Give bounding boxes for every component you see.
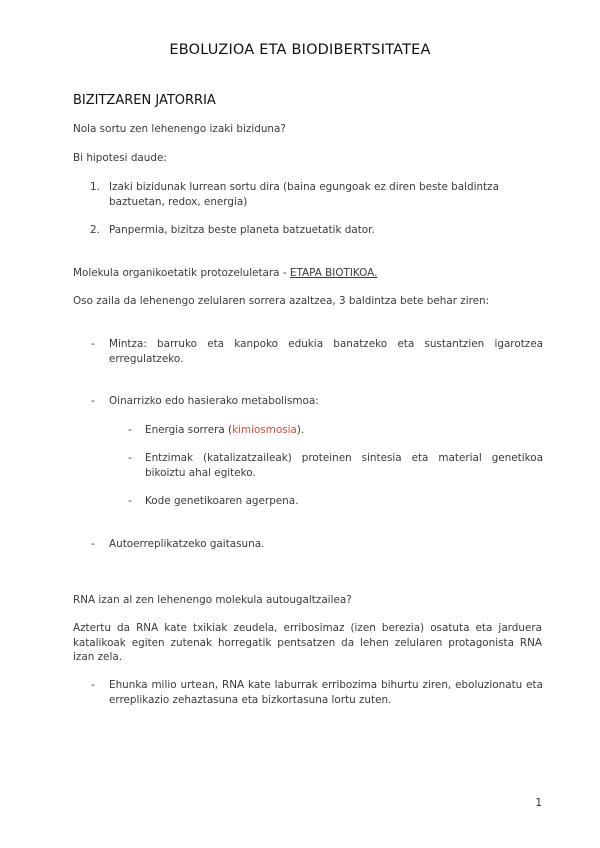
bullet-dash: - [128, 495, 132, 507]
bullet-dash: - [91, 538, 95, 550]
rna-question: RNA izan al zen lehenengo molekula autougaltzailea? [73, 594, 352, 606]
sub-energy [145, 423, 543, 438]
bullet-dash: - [91, 395, 95, 407]
difficulty-text: Oso zaila da lehenengo zelularen sorrera azaltzea, 3 baldintza bete behar ziren: [73, 295, 490, 307]
condition-membrane: Mintza: barruko eta kanpoko edukia banatzeko eta sustantzien igarotzea erregulatzeko. [109, 338, 543, 365]
page-title: EBOLUZIOA ETA BIODIBERTSITATEA [169, 42, 431, 58]
molecules-text: Molekula organikoetatik protozeluletara - [73, 267, 290, 279]
energy-pre: Energia sorrera ( [145, 424, 233, 436]
rna-paragraph: Aztertu da RNA kate txikiak zeudela, erribosimaz (izen berezia) osatuta eta jarduera katalikoak egiten zutenak horregatik pentsatzen da lehen zelularen protagonista RNA izan zela. [73, 622, 542, 663]
bullet-dash: - [91, 679, 95, 691]
page-number: 1 [535, 797, 542, 809]
section-heading: BIZITZAREN JATORRIA [73, 93, 216, 108]
kimiosmosia-term: kimiosmosia [232, 424, 297, 436]
rna-bullet: Ehunka milio urtean, RNA kate laburrak erribozima bihurtu ziren, eboluzionatu eta erreplikazio zehaztasuna eta bizkortasuna lortu zuten. [109, 679, 543, 706]
condition-replication: Autoerreplikatzeko gaitasuna. [109, 538, 265, 550]
molecules-line [73, 266, 377, 281]
list-number: 1. [90, 181, 100, 193]
hypotheses-intro: Bi hipotesi daude: [73, 152, 167, 164]
question-origin: Nola sortu zen lehenengo izaki biziduna? [73, 123, 286, 135]
etapa-biotikoa-link[interactable]: ETAPA BIOTIKOA. [289, 267, 378, 279]
bullet-dash: - [128, 424, 132, 436]
bullet-dash: - [91, 338, 95, 350]
hypothesis-item: Izaki bizidunak lurrean sortu dira (baina egungoak ez diren beste baldintza baztuetan, redox, energia) [109, 181, 499, 208]
condition-metabolism: Oinarrizko edo hasierako metabolismoa: [109, 395, 319, 407]
sub-genetic-code: Kode genetikoaren agerpena. [145, 495, 299, 507]
energy-post: ). [296, 424, 305, 436]
bullet-dash: - [128, 452, 132, 464]
hypothesis-item: Panpermia, bizitza beste planeta batzuetatik dator. [109, 224, 375, 236]
sub-enzymes: Entzimak (katalizatzaileak) proteinen sintesia eta material genetikoa bikoiztu ahal egiteko. [145, 452, 543, 479]
list-number: 2. [90, 224, 100, 236]
